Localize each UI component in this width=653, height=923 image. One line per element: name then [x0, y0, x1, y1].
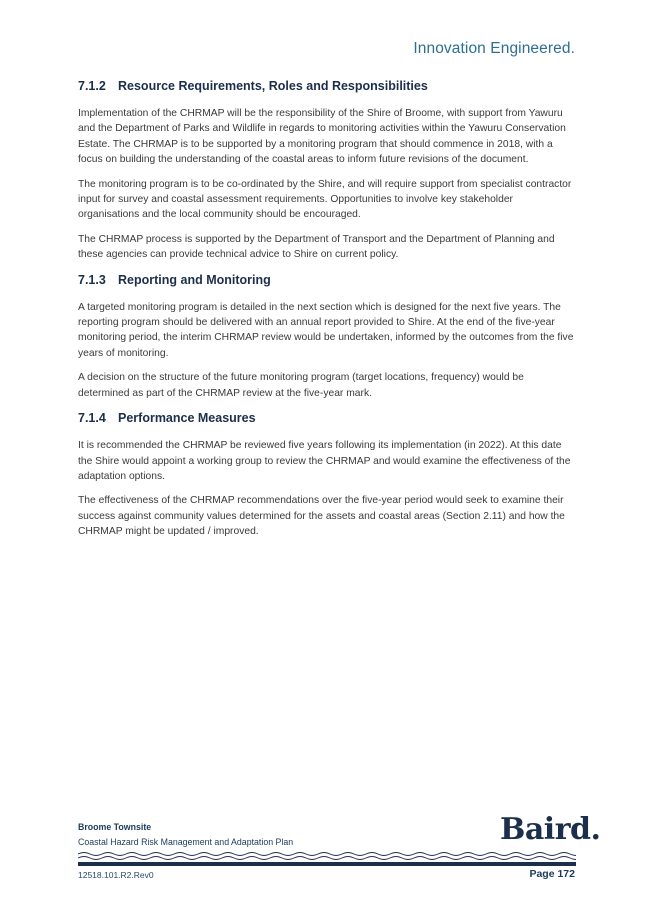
paragraph: A decision on the structure of the future monitoring program (target locations, frequency) would be determined as part of the CHRMAP review at the five-year mark. — [78, 372, 524, 399]
footer-project-title: Broome Townsite — [78, 822, 152, 832]
document-body — [78, 78, 576, 549]
paragraph: Implementation of the CHRMAP will be the responsibility of the Shire of Broome, with support from Yawuru and the Department of Parks and Wildlife in regards to monitoring activities within the Yawuru Conservation Estate. The CHRMAP is to be supported by a monitoring program that should commence in 2018, with a focus on building the understanding of the coastal areas to inform future revisions of the document. — [78, 108, 566, 166]
footer-project-subtitle: Coastal Hazard Risk Management and Adaptation Plan — [78, 837, 294, 847]
section-title: Performance Measures — [118, 411, 256, 426]
page-number: Page 172 — [529, 868, 575, 880]
section-title: Reporting and Monitoring — [118, 272, 271, 287]
paragraph: It is recommended the CHRMAP be reviewed five years following its implementation (in 2022). At this date the Shire would appoint a working group to review the CHRMAP and would examine the effectiveness of the adaptation options. — [78, 440, 571, 482]
section-heading — [78, 78, 576, 94]
section-number: 7.1.3 — [78, 272, 106, 287]
paragraph: The monitoring program is to be co-ordinated by the Shire, and will require support from specialist contractor input for survey and coastal assessment requirements. Opportunities to involve key stakeholder organisations and the local community should be encouraged. — [78, 178, 572, 221]
section-7-1-4 — [78, 410, 576, 539]
paragraph: A targeted monitoring program is detailed in the next section which is designed for the next five years. The reporting program should be delivered with an annual report provided to Shire. At the end of the five-year monitoring period, the interim CHRMAP review would be undertaken, informed by the outcomes from the five years of monitoring. — [78, 301, 574, 359]
paragraph: The CHRMAP process is supported by the Department of Transport and the Department of Planning and these agencies can provide technical advice to Shire on current policy. — [78, 233, 555, 261]
section-number: 7.1.2 — [78, 79, 106, 93]
section-number: 7.1.4 — [78, 411, 106, 426]
paragraph: The effectiveness of the CHRMAP recommendations over the five-year period would seek to examine their success against community values determined for the assets and coastal areas (Section 2.11) and how the CHRMAP might be updated / improved. — [78, 495, 565, 538]
section-7-1-2 — [78, 78, 576, 263]
section-7-1-3 — [78, 272, 576, 401]
header-tagline: Innovation Engineered. — [413, 40, 575, 57]
footer-wave-divider — [78, 850, 576, 868]
section-title: Resource Requirements, Roles and Responsibilities — [118, 79, 428, 93]
baird-logo: Baird. — [500, 812, 601, 847]
section-heading — [78, 272, 576, 288]
section-heading — [78, 410, 576, 426]
document-reference: 12518.101.R2.Rev0 — [78, 870, 154, 880]
